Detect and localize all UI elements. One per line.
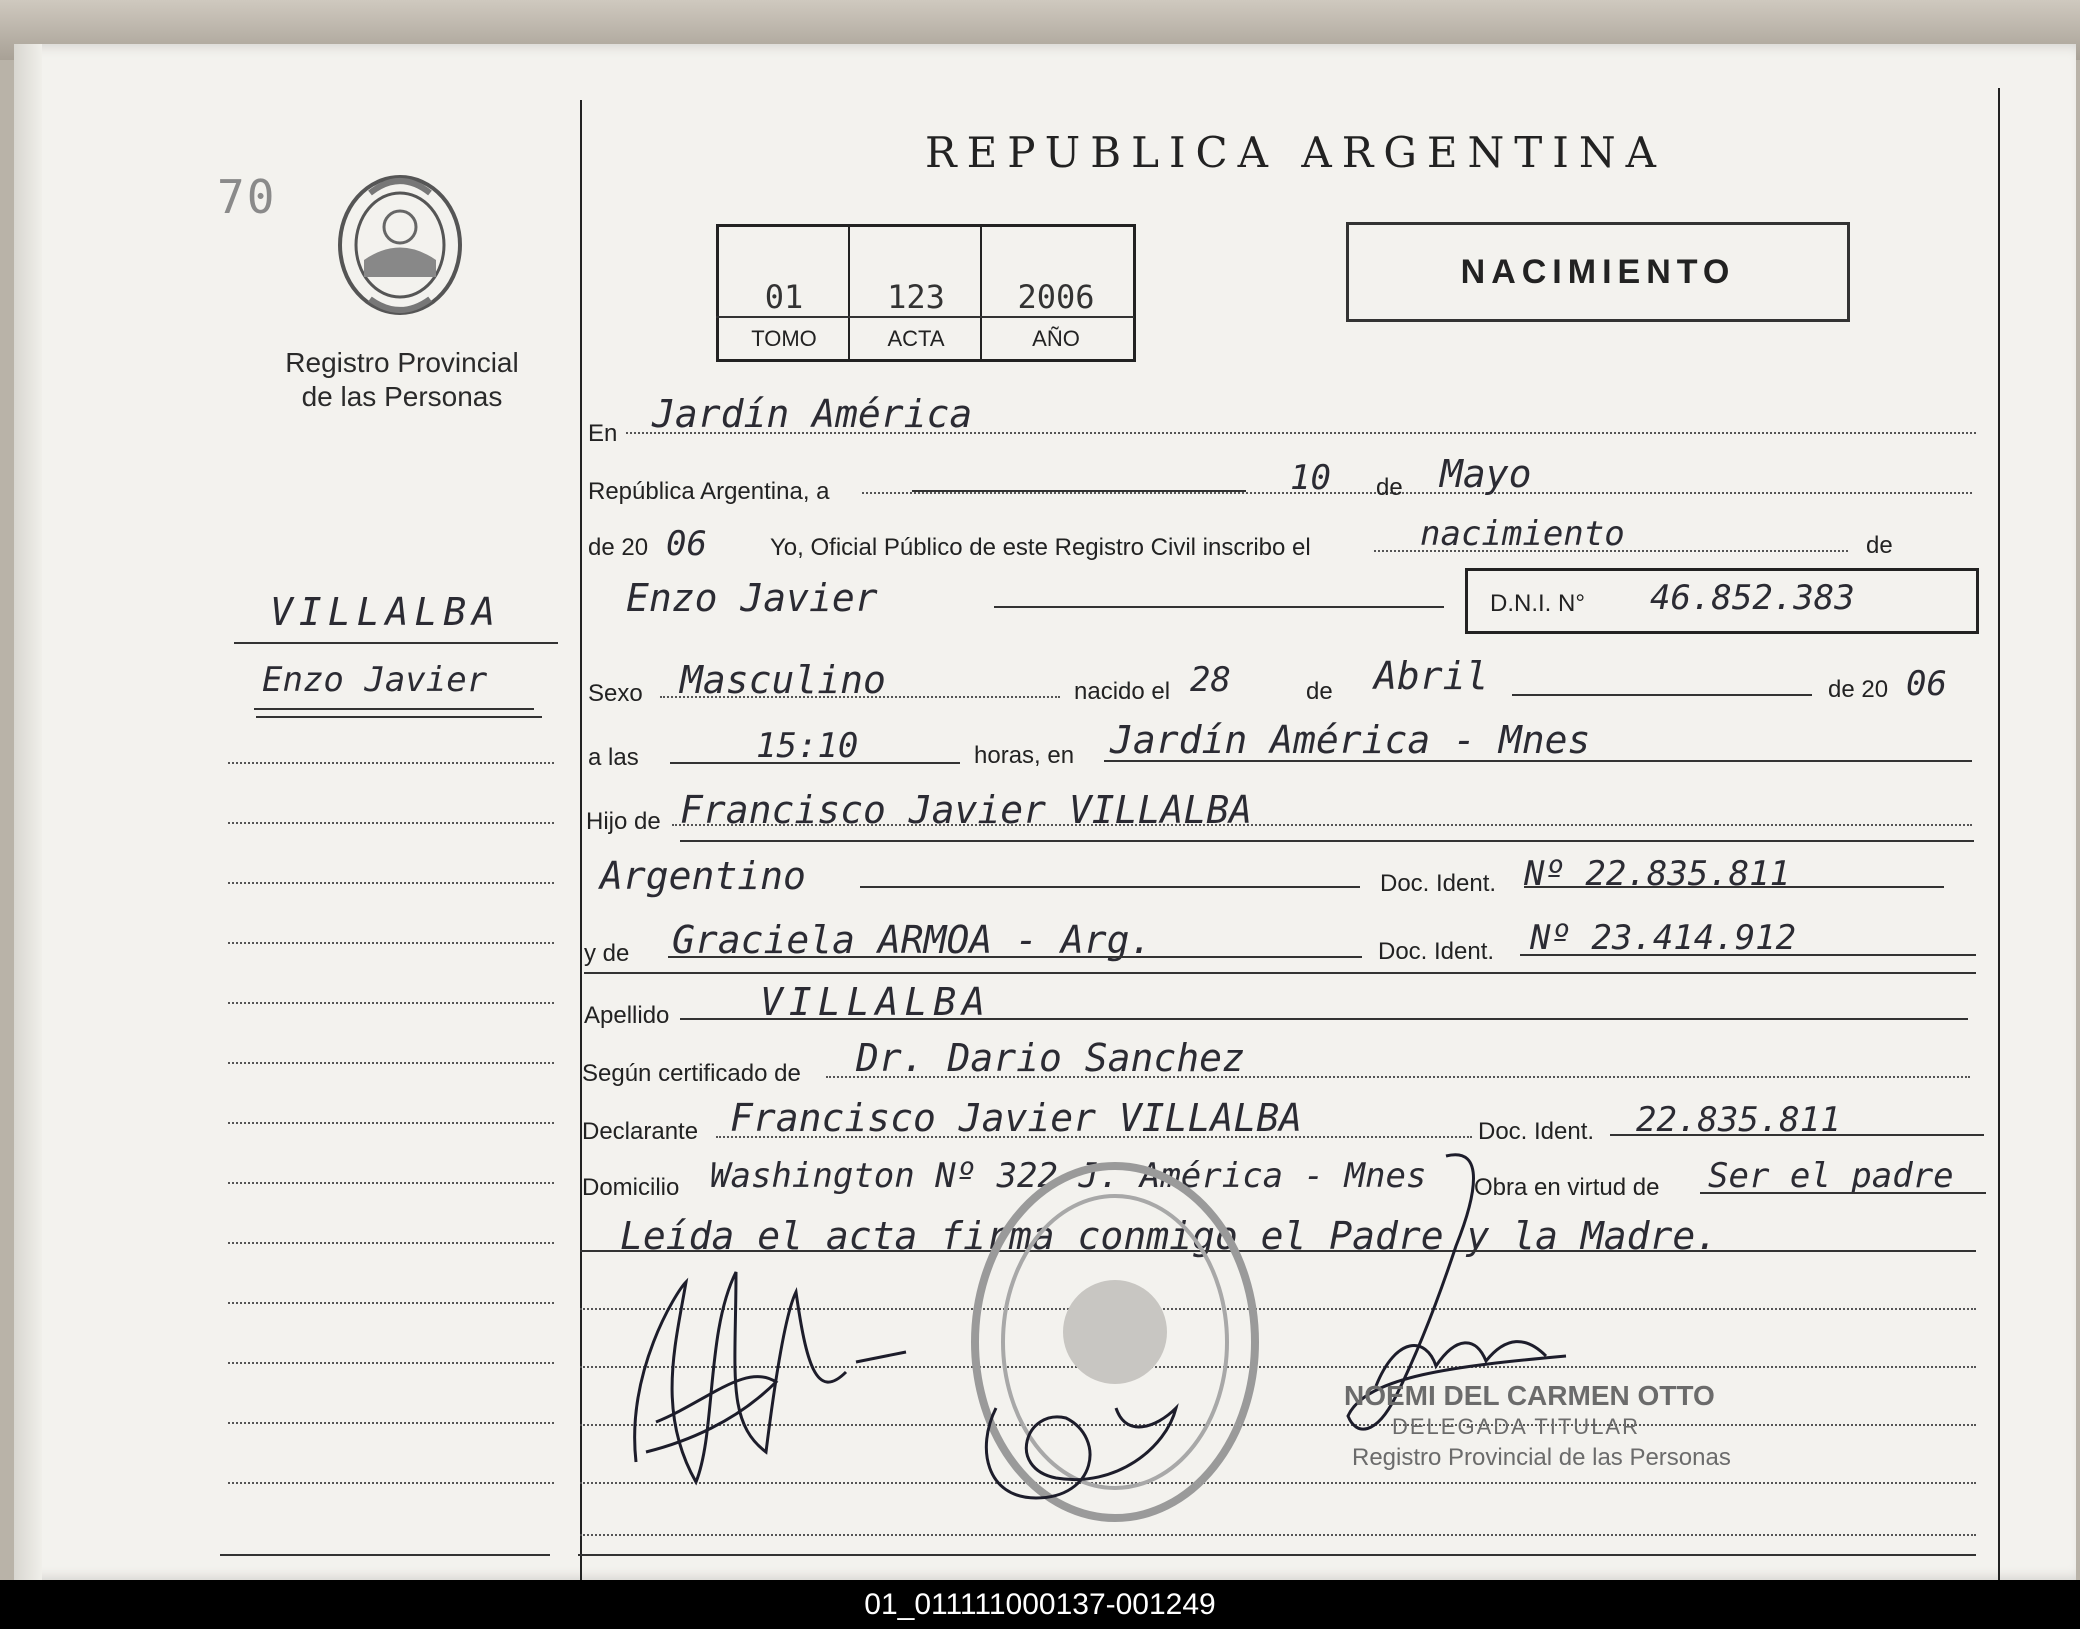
nationality-line: [860, 886, 1360, 888]
oficial-label: Yo, Oficial Público de este Registro Civil inscribo el: [770, 534, 1311, 561]
date-line: [862, 492, 1972, 494]
officer-office: Registro Provincial de las Personas: [1352, 1444, 1731, 1471]
mother-doc-value: Nº 23.414.912: [1530, 918, 1797, 958]
obra-label: Obra en virtud de: [1474, 1174, 1660, 1201]
surname-line: [680, 1018, 1968, 1020]
month-value: Mayo: [1440, 452, 1532, 496]
page-number: 70: [217, 170, 277, 224]
margin-rule: [228, 1122, 554, 1124]
de-label: de: [1376, 474, 1403, 501]
left-column-divider: [580, 100, 582, 1580]
declarant-doc-line: [1610, 1134, 1984, 1136]
act-type-box: NACIMIENTO: [1346, 222, 1850, 322]
nacido-label: nacido el: [1074, 678, 1171, 705]
officer-name: NOEMI DEL CARMEN OTTO: [1344, 1380, 1715, 1411]
declarante-label: Declarante: [582, 1118, 699, 1145]
officer-role: DELEGADA TITULAR: [1392, 1414, 1640, 1439]
mother-doc-line: [1520, 954, 1976, 956]
dni-label: D.N.I. N°: [1490, 590, 1585, 617]
dni-value: 46.852.383: [1650, 578, 1855, 618]
record-box-label-line: [716, 316, 1134, 318]
republica-label: República Argentina, a: [588, 478, 830, 505]
margin-surname: VILLALBA: [270, 590, 502, 634]
record-box-divider: [848, 224, 850, 359]
year-suffix-value: 06: [666, 524, 707, 564]
alas-label: a las: [588, 744, 639, 771]
certifier-line: [826, 1076, 1970, 1078]
margin-rule: [228, 1302, 554, 1304]
registry-title: [262, 346, 542, 414]
day-value: 10: [1290, 458, 1331, 498]
capacity-line: [1700, 1192, 1986, 1194]
capacity-value: Ser el padre: [1708, 1156, 1954, 1196]
page-binding-shadow: [14, 44, 42, 1580]
sex-line: [660, 696, 1060, 698]
anio-label: AÑO: [1032, 326, 1080, 351]
yde-label: y de: [584, 940, 630, 967]
registry-title-line1: Registro Provincial: [285, 347, 519, 378]
image-id-label: 01_011111000137-001249: [864, 1588, 1216, 1621]
birth-place-value: Jardín América - Mnes: [1110, 718, 1591, 762]
registry-title-line2: de las Personas: [301, 381, 503, 412]
acta-value: 123: [887, 278, 945, 316]
de20-label: de 20: [588, 534, 649, 561]
place-value: Jardín América: [652, 392, 973, 436]
certifier-value: Dr. Dario Sanchez: [856, 1036, 1245, 1080]
child-name-value: Enzo Javier: [626, 576, 878, 620]
father-line-2: [680, 840, 1974, 842]
birth-month-line: [1512, 694, 1812, 696]
mother-line: [668, 956, 1362, 958]
mother-line-2: [584, 972, 1976, 974]
father-doc-value: Nº 22.835.811: [1524, 854, 1791, 894]
sex-value: Masculino: [680, 658, 886, 702]
margin-rule: [228, 1362, 554, 1364]
parent-signature-2: [966, 1348, 1206, 1528]
margin-name-line: [254, 708, 534, 710]
mother-value: Graciela ARMOA - Arg.: [672, 918, 1153, 962]
birth-month-value: Abril: [1374, 654, 1489, 698]
anio-value: 2006: [1017, 278, 1095, 316]
margin-rule: [228, 1482, 554, 1484]
page-bottom-rule: [578, 1554, 1976, 1556]
declarant-value: Francisco Javier VILLALBA: [730, 1096, 1302, 1140]
en-label: En: [588, 420, 618, 447]
margin-rule: [228, 762, 554, 764]
birth-time-value: 15:10: [756, 726, 859, 766]
tomo-value: 01: [764, 278, 804, 316]
margin-name-line2: [256, 716, 542, 718]
de-label-3: de: [1306, 678, 1333, 705]
signature-rule: [580, 1534, 1976, 1536]
margin-rule: [228, 882, 554, 884]
segun-label: Según certificado de: [582, 1060, 801, 1087]
margin-rule: [228, 1422, 554, 1424]
margin-rule: [228, 1002, 554, 1004]
child-name-line: [994, 606, 1444, 608]
father-nationality-value: Argentino: [600, 854, 806, 898]
domicilio-label: Domicilio: [582, 1174, 680, 1201]
sexo-label: Sexo: [588, 680, 643, 707]
country-heading: REPUBLICA ARGENTINA: [925, 128, 1666, 177]
tomo-label: TOMO: [751, 326, 817, 351]
margin-rule: [228, 1242, 554, 1244]
acta-label: ACTA: [887, 326, 945, 351]
doc-ident-label: Doc. Ident.: [1380, 870, 1497, 897]
margin-rule: [228, 942, 554, 944]
horas-label: horas, en: [974, 742, 1075, 769]
margin-name: Enzo Javier: [262, 660, 488, 700]
record-box-divider: [980, 224, 982, 359]
closing-value: Leída el acta firma conmigo el Padre y la Madre.: [620, 1214, 1719, 1258]
hijo-label: Hijo de: [586, 808, 661, 835]
margin-surname-line: [234, 642, 558, 644]
birth-year-suffix-value: 06: [1906, 664, 1947, 704]
parent-signature-1: [616, 1252, 926, 1512]
margin-rule: [228, 1062, 554, 1064]
address-value: Washington Nº 322 J. América - Mnes: [710, 1156, 1427, 1196]
father-value: Francisco Javier VILLALBA: [680, 788, 1252, 832]
margin-rule: [228, 1182, 554, 1184]
doc-ident-label-3: Doc. Ident.: [1478, 1118, 1595, 1145]
surname-value: VILLALBA: [760, 980, 992, 1024]
father-line: [672, 824, 1972, 826]
doc-ident-label-2: Doc. Ident.: [1378, 938, 1495, 965]
margin-bottom-rule: [220, 1554, 550, 1556]
margin-rule: [228, 822, 554, 824]
father-doc-line: [1524, 886, 1944, 888]
event-value: nacimiento: [1420, 514, 1625, 554]
de20-label-2: de 20: [1828, 676, 1889, 703]
right-border: [1998, 88, 2000, 1580]
apellido-label: Apellido: [584, 1002, 670, 1029]
birth-day-value: 28: [1190, 660, 1231, 700]
birth-place-line: [1104, 760, 1972, 762]
provincial-seal-icon: [330, 165, 470, 325]
date-line-solid: [912, 490, 1246, 492]
de-label-2: de: [1866, 532, 1893, 559]
declarant-doc-value: 22.835.811: [1636, 1100, 1841, 1140]
